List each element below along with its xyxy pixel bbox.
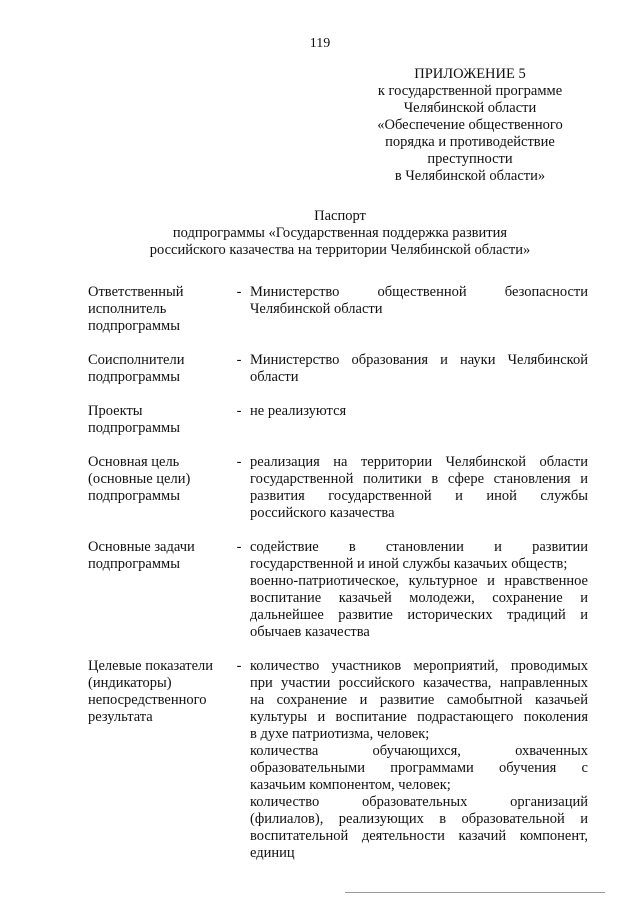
row-value — [250, 352, 588, 386]
row-value — [250, 539, 588, 641]
row-dash: - — [236, 539, 242, 555]
row-dash: - — [236, 352, 242, 368]
row-value-line: единиц — [250, 845, 295, 861]
row-label — [88, 284, 228, 335]
row-value-line: российского казачества — [250, 505, 395, 521]
row-value-line: Министерство общественной безопасности — [250, 284, 588, 300]
row-label-line: (основные цели) — [88, 471, 191, 487]
passport-row — [88, 454, 588, 522]
row-value-line: области — [250, 369, 299, 385]
appendix-line: ПРИЛОЖЕНИЕ 5 — [414, 66, 526, 82]
passport-row — [88, 352, 588, 386]
row-value-line: реализация на территории Челябинской области — [250, 454, 588, 470]
row-label — [88, 454, 228, 522]
row-label-line: подпрограммы — [88, 369, 180, 385]
appendix-line: порядка и противодействие — [385, 134, 555, 150]
row-value-line: воспитание казачьей молодежи, сохранение и — [250, 590, 588, 606]
appendix-line: в Челябинской области» — [394, 168, 546, 184]
passport-row — [88, 539, 588, 641]
row-value-line: количества обучающихся, охваченных — [250, 743, 588, 759]
row-label — [88, 352, 228, 386]
passport-title — [100, 208, 580, 259]
row-label-line: результата — [88, 709, 153, 725]
page-number: 119 — [309, 36, 331, 51]
row-label — [88, 658, 228, 862]
row-value-line: культуры и воспитание подрастающего поколения — [250, 709, 588, 725]
passport-table — [88, 284, 588, 879]
appendix-line: Челябинской области — [403, 100, 537, 116]
appendix-line: к государственной программе — [377, 83, 563, 99]
row-value-line: на сохранение и развитие самобытной казачьей — [250, 692, 588, 708]
row-value-line: количество образовательных организаций — [250, 794, 588, 810]
passport-row — [88, 284, 588, 335]
row-label-line: подпрограммы — [88, 488, 180, 504]
row-value-line: Челябинской области — [250, 301, 383, 317]
appendix-line: преступности — [427, 151, 513, 167]
row-label-line: Основная цель — [88, 454, 180, 470]
appendix-line: «Обеспечение общественного — [377, 117, 563, 133]
row-label-line: непосредственного — [88, 692, 207, 708]
passport-title-line: российского казачества на территории Челябинской области» — [149, 242, 531, 258]
row-label — [88, 403, 228, 437]
passport-title-line: подпрограммы «Государственная поддержка развития — [172, 225, 508, 241]
row-dash: - — [236, 284, 242, 300]
footer-divider — [345, 892, 605, 893]
row-value-line: в духе патриотизма, человек; — [250, 726, 430, 742]
row-value-line: казачьим компонентом, человек; — [250, 777, 451, 793]
row-label-line: (индикаторы) — [88, 675, 172, 691]
row-value-line: воспитательной деятельности казачий компонент, — [250, 828, 588, 844]
row-value — [250, 403, 588, 437]
row-value — [250, 284, 588, 335]
row-value-line: Министерство образования и науки Челябинской — [250, 352, 588, 368]
row-label-line: подпрограммы — [88, 420, 180, 436]
row-dash: - — [236, 658, 242, 674]
row-label-line: Соисполнители — [88, 352, 185, 368]
row-value — [250, 658, 588, 862]
passport-title-line: Паспорт — [314, 208, 366, 224]
row-value-line: развития государственной и иной службы — [250, 488, 588, 504]
passport-row — [88, 658, 588, 862]
row-label-line: подпрограммы — [88, 318, 180, 334]
row-dash: - — [236, 403, 242, 419]
row-value-line: не реализуются — [250, 403, 347, 419]
row-label-line: Проекты — [88, 403, 143, 419]
row-label-line: исполнитель — [88, 301, 167, 317]
row-value-line: дальнейшее развитие исторических традиций и — [250, 607, 588, 623]
row-value-line: военно-патриотическое, культурное и нравственное — [250, 573, 588, 589]
row-label-line: Ответственный — [88, 284, 184, 300]
row-value — [250, 454, 588, 522]
row-value-line: государственной и иной службы казачьих обществ; — [250, 556, 568, 572]
appendix-header — [340, 66, 600, 185]
row-value-line: количество участников мероприятий, проводимых — [250, 658, 588, 674]
row-value-line: при участии российского казачества, направленных — [250, 675, 588, 691]
passport-row — [88, 403, 588, 437]
row-label-line: Целевые показатели — [88, 658, 214, 674]
row-label-line: Основные задачи — [88, 539, 195, 555]
row-value-line: обычаев казачества — [250, 624, 370, 640]
row-value-line: государственной политики в сфере становления и — [250, 471, 588, 487]
row-value-line: (филиалов), реализующих в образовательной и — [250, 811, 588, 827]
row-value-line: образовательными программами обучения с — [250, 760, 588, 776]
row-value-line: содействие в становлении и развитии — [250, 539, 588, 555]
row-dash: - — [236, 454, 242, 470]
row-label — [88, 539, 228, 641]
row-label-line: подпрограммы — [88, 556, 180, 572]
